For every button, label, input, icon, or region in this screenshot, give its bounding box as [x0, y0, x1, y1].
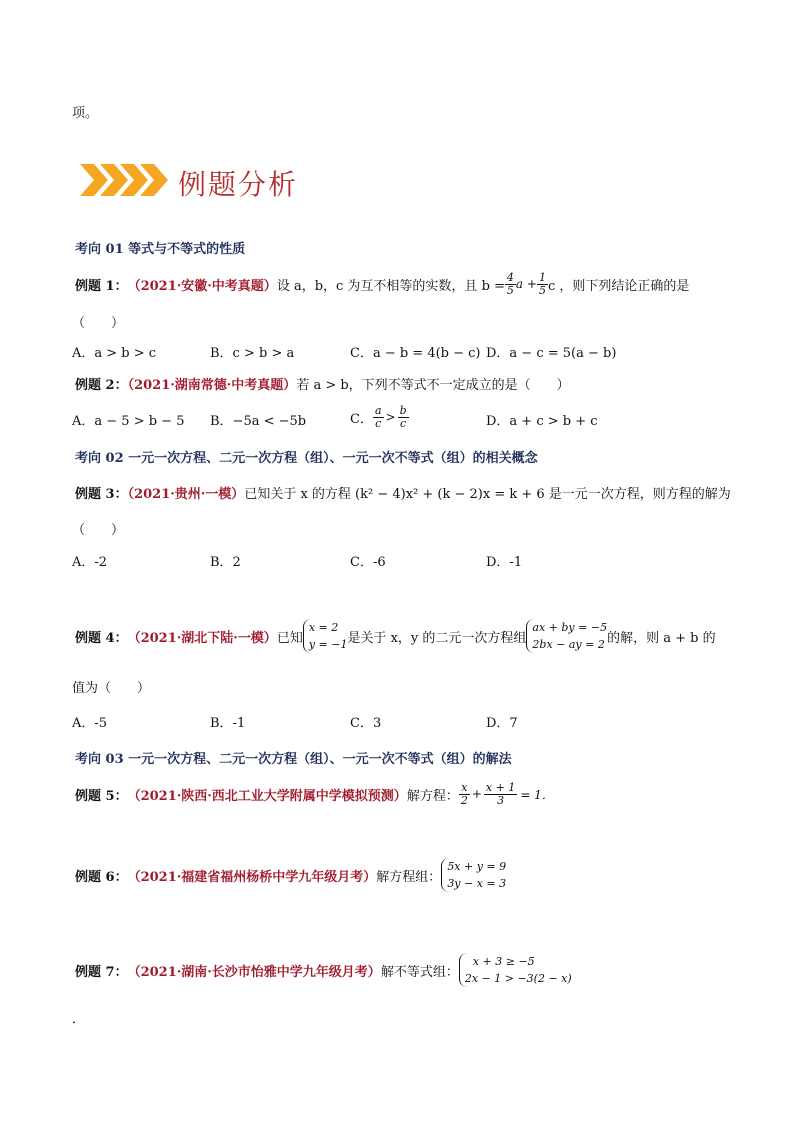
example-2-option-c: C． $\frac{a}{c}$ > $\frac{b}{c}$ — [350, 403, 407, 430]
example-3 — [75, 483, 731, 502]
example-2-source: （2021·湖南常德·中考真题） — [127, 378, 297, 393]
example-7-text: 解不等式组： — [380, 964, 459, 980]
example-3-text: 已知关于 x 的方程 (k² − 4)x² + (k − 2)x = k + 6 是一元一次方程，则方程的解为 — [244, 487, 731, 502]
example-1-text-c: c ，则下列结论正确的是 — [547, 278, 690, 294]
example-7-source: （2021·湖南·长沙市怡雅中学九年级月考） — [127, 964, 381, 980]
example-1-text-a: 设 a，b，c 为互不相等的实数，且 b = — [276, 278, 505, 294]
example-2-option-d: D．a + c > b + c — [486, 414, 598, 429]
example-5-plus: + — [471, 787, 482, 801]
example-4-option-d: D．7 — [486, 716, 518, 731]
example-4-text-d: 值为（ ） — [72, 681, 151, 696]
example-3-option-d: D．-1 — [486, 555, 523, 570]
example-5-fraction-2: $\frac{x + 1}{3}$ — [485, 780, 516, 807]
example-2-text: 若 a > b，下列不等式不一定成立的是（ ） — [296, 378, 570, 393]
example-4-system-1: x = 2 y = −1 — [303, 619, 348, 653]
example-5-fraction-1: $\frac{x}{2}$ — [460, 780, 468, 807]
example-4-text-a: 已知 — [276, 630, 303, 646]
example-3-option-c: C．-6 — [350, 555, 386, 570]
example-1-source: （2021·安徽·中考真题） — [127, 278, 277, 294]
example-2 — [75, 374, 570, 393]
example-4-option-a: A．-5 — [72, 716, 108, 731]
section-title: 例题分析 — [178, 168, 299, 201]
top-text: 项。 — [72, 106, 99, 121]
example-1-fraction-2: $\frac{1}{5}$ — [538, 270, 546, 297]
example-3-option-b: B．2 — [210, 555, 241, 570]
example-1-option-d: D．a − c = 5(a − b) — [486, 346, 617, 361]
example-1-text-b: a + — [515, 277, 537, 291]
example-4-option-b: B．-1 — [210, 716, 246, 731]
topic-heading-1: 考向 01 等式与不等式的性质 — [75, 242, 246, 257]
example-4-text-c: 的解，则 a + b 的 — [607, 630, 716, 646]
example-1-paren: （ ） — [72, 316, 125, 331]
example-4-option-c: C．3 — [350, 716, 382, 731]
topic-heading-2: 考向 02 一元一次方程、二元一次方程（组）、一元一次不等式（组）的相关概念 — [75, 451, 538, 466]
example-4-text-b: 是关于 x，y 的二元一次方程组 — [347, 630, 527, 646]
example-5-source: （2021·陕西·西北工业大学附属中学模拟预测） — [127, 788, 407, 804]
chevron-icon — [78, 160, 168, 200]
example-5 — [75, 779, 554, 809]
example-1 — [75, 272, 689, 296]
example-6 — [75, 855, 506, 895]
example-1-option-a: A．a > b > c — [72, 346, 157, 361]
example-7-system: x + 3 ≥ −5 2x − 1 > −3(2 − x) — [459, 953, 572, 987]
example-4-label: 例题 4： — [75, 630, 128, 646]
example-1-option-c: C．a − b = 4(b − c) — [350, 346, 481, 361]
example-7 — [75, 950, 572, 990]
example-6-system: 5x + y = 9 3y − x = 3 — [441, 858, 506, 892]
example-6-source: （2021·福建省福州杨桥中学九年级月考） — [127, 869, 377, 885]
topic-heading-3: 考向 03 一元一次方程、二元一次方程（组）、一元一次不等式（组）的解法 — [75, 752, 512, 767]
example-6-text: 解方程组： — [376, 869, 442, 885]
example-2-label: 例题 2： — [75, 378, 128, 393]
example-1-label: 例题 1： — [75, 278, 128, 294]
example-5-label: 例题 5： — [75, 788, 128, 804]
example-3-option-a: A．-2 — [72, 555, 108, 570]
end-dot: ． — [72, 1012, 86, 1027]
example-2-option-b: B．−5a < −5b — [210, 414, 307, 429]
example-4-source: （2021·湖北下陆·一模） — [127, 630, 277, 646]
example-5-text: 解方程： — [406, 788, 459, 804]
example-3-label: 例题 3： — [75, 487, 128, 502]
example-6-label: 例题 6： — [75, 869, 128, 885]
example-4 — [75, 616, 716, 656]
example-5-tail: = 1． — [520, 787, 554, 802]
example-3-paren: （ ） — [72, 523, 125, 538]
example-7-label: 例题 7： — [75, 964, 128, 980]
example-1-fraction-1: $\frac{4}{5}$ — [506, 270, 514, 297]
example-4-system-2: ax + by = −5 2bx − ay = 2 — [526, 619, 607, 653]
example-2-option-a: A．a − 5 > b − 5 — [72, 414, 185, 429]
example-3-source: （2021·贵州·一模） — [127, 487, 245, 502]
example-1-option-b: B．c > b > a — [210, 346, 295, 361]
